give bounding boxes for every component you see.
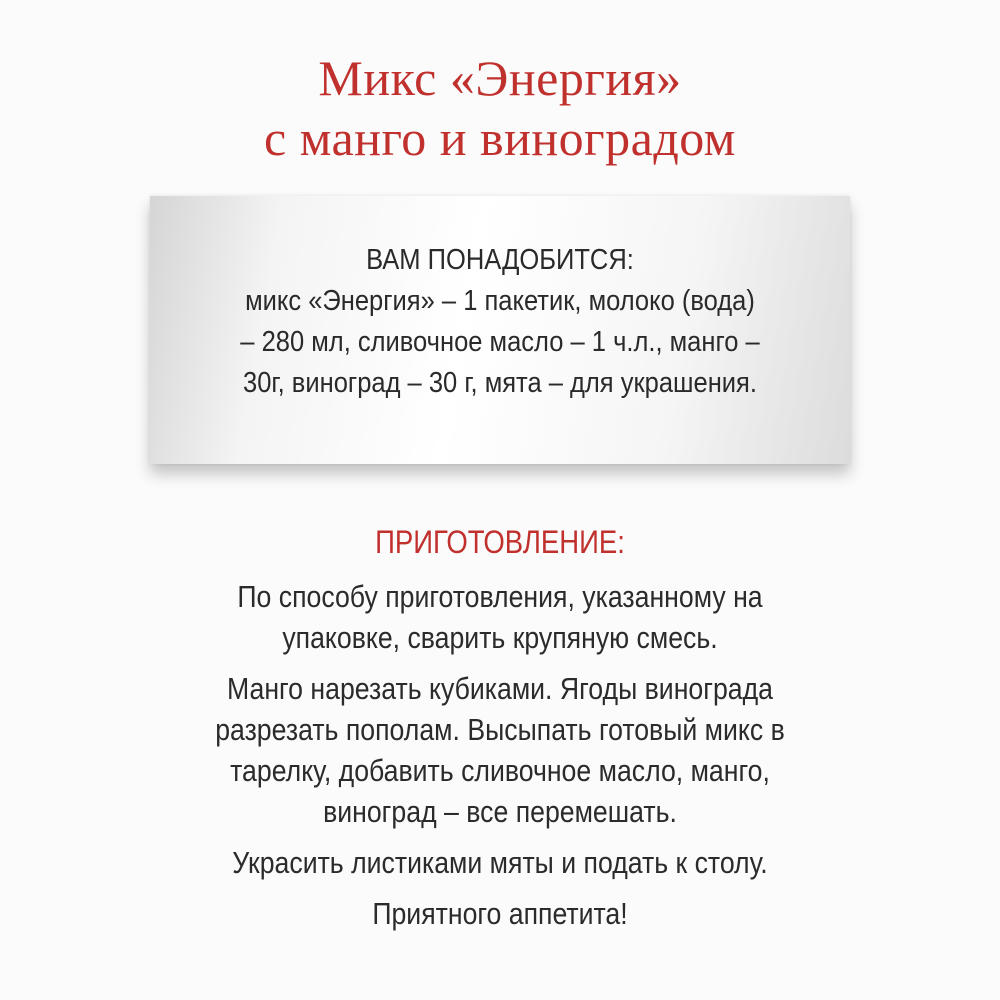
step-line: По способу приготовления, указанному на [237,579,763,614]
step-line: виноград – все перемешать. [323,794,677,829]
ingredients-line: микс «Энергия» – 1 пакетик, молоко (вода) [245,285,755,317]
step-line: разрезать пополам. Высыпать готовый микс в [215,712,785,747]
ingredients-content [192,240,808,404]
step-line: упаковке, сварить крупяную смесь. [282,620,718,655]
recipe-title-line-1: Микс «Энергия» [318,50,682,106]
step-line: Манго нарезать кубиками. Ягоды винограда [226,671,774,706]
step-line: Украсить листиками мяты и подать к столу. [232,845,768,880]
recipe-title-line-2: с манго и виноградом [264,110,736,166]
preparation-step-1 [70,576,930,658]
ingredients-heading: ВАМ ПОНАДОБИТСЯ: [366,244,634,276]
ingredients-card [150,196,850,464]
closing-line: Приятного аппетита! [372,896,628,931]
closing-text [70,893,930,934]
step-line: тарелку, добавить сливочное масло, манго, [230,753,770,788]
preparation-step-3 [70,842,930,883]
ingredients-line: 30г, виноград – 30 г, мята – для украшения. [243,367,757,399]
preparation-step-2 [70,668,930,832]
ingredients-line: – 280 мл, сливочное масло – 1 ч.л., манго – [240,326,760,358]
preparation-heading: ПРИГОТОВЛЕНИЕ: [375,524,625,560]
recipe-title [0,48,1000,168]
preparation-section [0,520,1000,944]
